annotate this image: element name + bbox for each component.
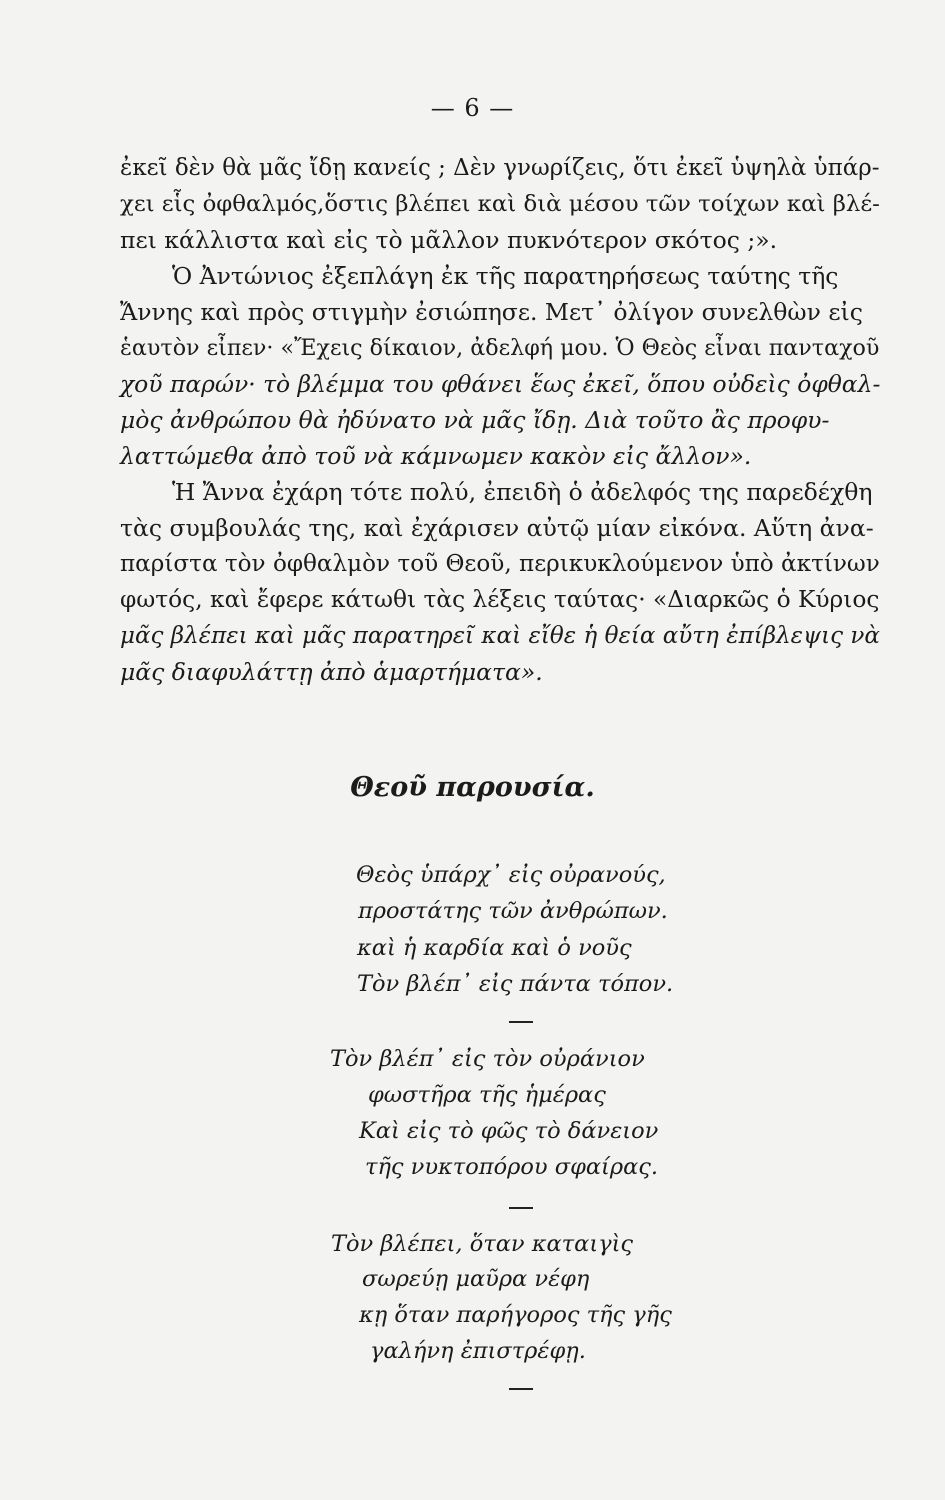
verse-line: κῃ ὅταν παρήγορος τῆς γῆς (359, 1302, 672, 1328)
text-line: τὰς συμβουλάς της, καὶ ἐχάρισεν αὐτῷ μίαν εἰκόνα. Αὕτη ἀνα- (120, 514, 874, 542)
verse-line: Θεὸς ὑπάρχ᾽ εἰς οὐρανούς, (356, 862, 666, 888)
stanza-divider (509, 1021, 533, 1023)
text-line: φωτός, καὶ ἔφερε κάτωθι τὰς λέξεις ταύτας· «Διαρκῶς ὁ Κύριος (120, 586, 880, 613)
verse-line: γαλήνη ἐπιστρέφῃ. (370, 1338, 586, 1364)
text-line: μὸς ἀνθρώπου θὰ ἠδύνατο νὰ μᾶς ἴδῃ. Διὰ τοῦτο ἂς προφυ- (120, 406, 830, 434)
verse-line: Καὶ εἰς τὸ φῶς τὸ δάνειον (359, 1118, 659, 1144)
verse-line: Τὸν βλέπ᾽ εἰς πάντα τόπον. (357, 971, 674, 997)
text-line: χοῦ παρών· τὸ βλέμμα του φθάνει ἕως ἐκεῖ, ὅπου οὐδεὶς ὀφθαλ- (120, 370, 881, 398)
poem-title: Θεοῦ παρουσία. (350, 772, 595, 803)
verse-line: Τὸν βλέπ᾽ εἰς τὸν οὐράνιον (330, 1046, 645, 1072)
text-line: χει εἷς ὀφθαλμός,ὅστις βλέπει καὶ διὰ μέσου τῶν τοίχων καὶ βλέ- (120, 191, 880, 217)
verse-line: φωστῆρα τῆς ἡμέρας (368, 1082, 606, 1108)
verse-line: προστάτης τῶν ἀνθρώπων. (358, 898, 668, 924)
text-line: πει κάλλιστα καὶ εἰς τὸ μᾶλλον πυκνότερον σκότος ;». (120, 226, 778, 254)
text-line: Ἄννης καὶ πρὸς στιγμὴν ἐσιώπησε. Μετ᾽ ὀλίγον συνελθὼν εἰς (120, 298, 863, 326)
stanza-divider (509, 1207, 533, 1209)
verse-line: σωρεύῃ μαῦρα νέφη (362, 1266, 590, 1292)
verse-line: Τὸν βλέπει, ὅταν καταιγὶς (331, 1231, 634, 1257)
text-line: ἐκεῖ δὲν θὰ μᾶς ἴδῃ κανείς ; Δὲν γνωρίζεις, ὅτι ἐκεῖ ὑψηλὰ ὑπάρ- (120, 155, 880, 181)
text-line: Ὁ Ἀντώνιος ἐξεπλάγη ἐκ τῆς παρατηρήσεως ταύτης τῆς (172, 262, 839, 290)
prose-block (120, 150, 880, 690)
verse-line: τῆς νυκτοπόρου σφαίρας. (365, 1154, 659, 1180)
text-line: ἑαυτὸν εἶπεν· «Ἔχεις δίκαιον, ἀδελφή μου. Ὁ Θεὸς εἶναι πανταχοῦ (120, 335, 880, 361)
text-line: μᾶς βλέπει καὶ μᾶς παρατηρεῖ καὶ εἴθε ἡ θεία αὔτη ἐπίβλεψις νὰ (120, 623, 880, 649)
text-line: Ἡ Ἄννα ἐχάρη τότε πολύ, ἐπειδὴ ὁ ἀδελφός της παρεδέχθη (172, 478, 873, 506)
text-line: λαττώμεθα ἀπὸ τοῦ νὰ κάμνωμεν κακὸν εἰς ἄλλον». (120, 442, 752, 470)
stanza-divider (509, 1388, 533, 1390)
text-line: μᾶς διαφυλάττῃ ἀπὸ ἁμαρτήματα». (120, 658, 543, 686)
verse-line: καὶ ἡ καρδία καὶ ὁ νοῦς (357, 935, 632, 961)
page-number: — 6 — (430, 94, 515, 122)
text-line: παρίστα τὸν ὀφθαλμὸν τοῦ Θεοῦ, περικυκλούμενον ὑπὸ ἀκτίνων (120, 551, 880, 577)
